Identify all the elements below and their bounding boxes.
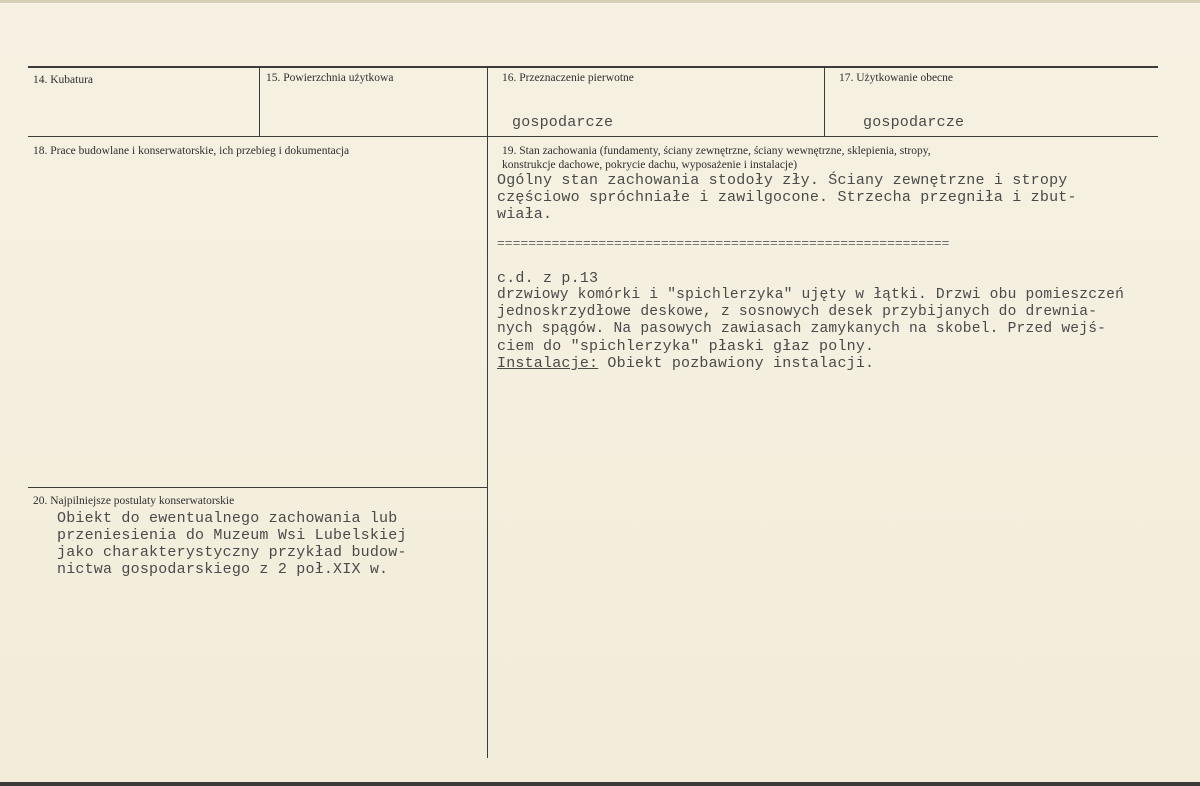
- field-18-label: 18. Prace budowlane i konserwatorskie, ich przebieg i dokumentacja: [33, 145, 350, 157]
- continuation-line: drzwiowy komórki i "spichlerzyka" ujęty w łątki. Drzwi obu pomieszczeń: [497, 287, 1125, 303]
- divider-14-15: [259, 67, 260, 137]
- field-19-label-line2: konstrukcje dachowe, pokrycie dachu, wyposażenie i instalacje): [502, 159, 798, 171]
- installations-line: [497, 355, 874, 372]
- field-20-text-line: jako charakterystyczny przykład budow-: [57, 544, 407, 561]
- installations-label: Instalacje:: [497, 355, 599, 372]
- field-17-value: gospodarcze: [863, 114, 965, 131]
- field-19-text-line: Ogólny stan zachowania stodoły zły. Ściany zewnętrzne i stropy: [497, 172, 1068, 189]
- field-16-label: 16. Przeznaczenie pierwotne: [502, 72, 634, 84]
- divider-16-17: [824, 67, 825, 137]
- field-14-label: 14. Kubatura: [33, 74, 94, 86]
- card-bottom-edge: [0, 782, 1200, 786]
- field-19-label-line1: 19. Stan zachowania (fundamenty, ściany zewnętrzne, ściany wewnętrzne, sklepienia, stropy,: [502, 145, 931, 157]
- field-20-label: 20. Najpilniejsze postulaty konserwatorskie: [33, 495, 235, 507]
- continuation-line: ciem do "spichlerzyka" płaski głaz polny.: [497, 338, 875, 355]
- field-19-text-line: częściowo spróchniałe i zawilgocone. Strzecha przegniła i zbut-: [497, 189, 1077, 206]
- field-20-text-line: przeniesienia do Muzeum Wsi Lubelskiej: [57, 527, 407, 544]
- top-row-rule: [28, 66, 1158, 68]
- main-column-divider: [487, 137, 488, 758]
- field-20-text-line: nictwa gospodarskiego z 2 poł.XIX w.: [57, 561, 389, 578]
- card-top-edge: [0, 0, 1200, 3]
- continuation-line: c.d. z p.13: [497, 270, 599, 287]
- separator-rule: ==========================================================: [497, 236, 950, 251]
- second-row-rule: [28, 136, 1158, 137]
- continuation-line: jednoskrzydłowe deskowe, z sosnowych desek przybijanych do drewnia-: [497, 304, 1098, 320]
- field-15-label: 15. Powierzchnia użytkowa: [266, 72, 394, 84]
- divider-15-16: [487, 67, 488, 137]
- section-18-20-rule: [28, 487, 487, 488]
- continuation-line: nych spągów. Na pasowych zawiasach zamykanych na skobel. Przed wejś-: [497, 321, 1107, 337]
- installations-text: Obiekt pozbawiony instalacji.: [598, 355, 875, 372]
- field-20-text-line: Obiekt do ewentualnego zachowania lub: [57, 510, 398, 527]
- field-17-label: 17. Użytkowanie obecne: [839, 72, 954, 84]
- field-19-text-line: wiała.: [497, 206, 553, 223]
- field-16-value: gospodarcze: [512, 114, 614, 131]
